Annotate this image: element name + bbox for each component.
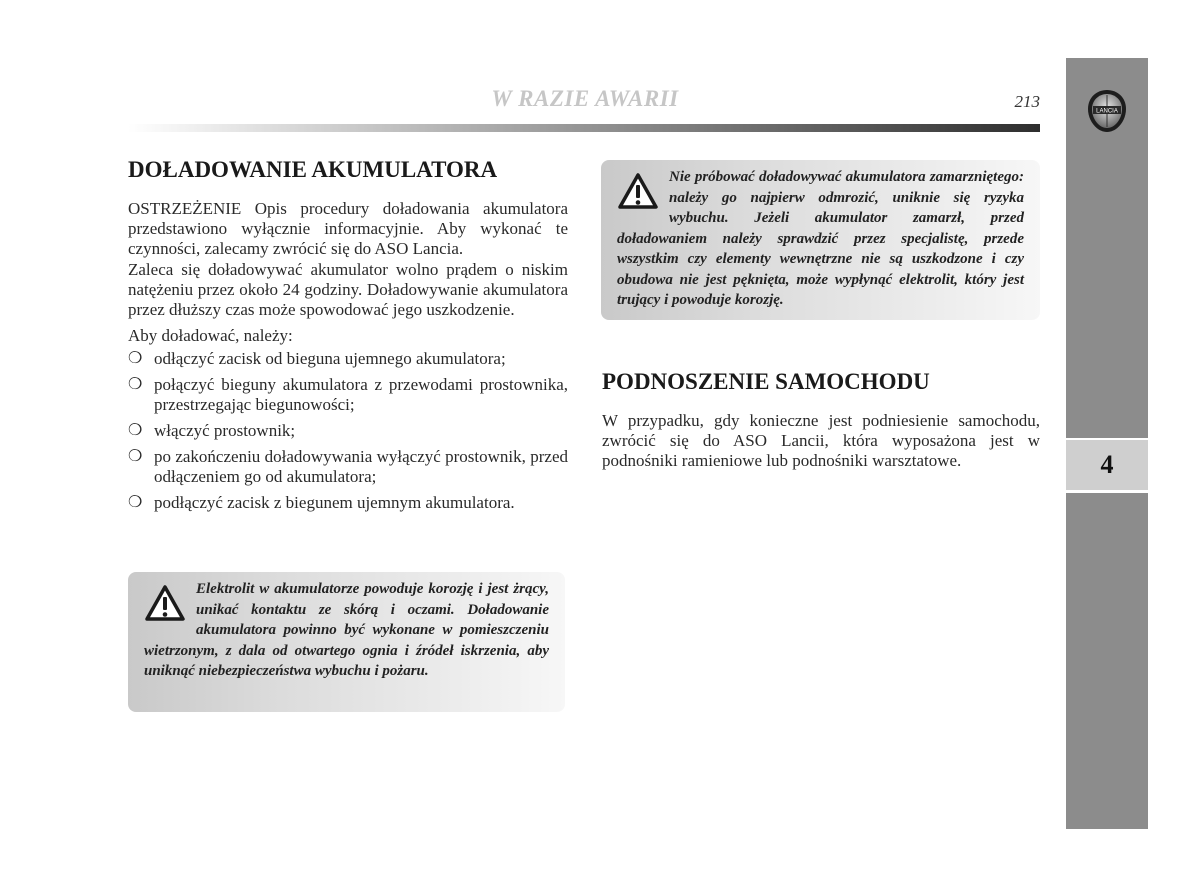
bullet-circle-icon: ❍: [128, 448, 143, 465]
chapter-tab[interactable]: 4: [1066, 440, 1148, 490]
bullet-circle-icon: ❍: [128, 422, 143, 439]
header-rule: [128, 124, 1040, 132]
bullet-circle-icon: ❍: [128, 376, 143, 393]
lancia-shield-icon: [1086, 88, 1128, 134]
steps-intro: Aby doładować, należy:: [128, 326, 293, 345]
warning-box-electrolyte: [128, 572, 565, 712]
bullet-circle-icon: ❍: [128, 350, 143, 367]
icon-spacer: [144, 579, 196, 639]
page-number: 213: [1014, 92, 1040, 111]
list-item: [128, 447, 568, 487]
section-heading-battery: DOŁADOWANIE AKUMULATORA: [128, 157, 498, 182]
warning-text-electrolyte: [144, 579, 549, 682]
lifting-paragraph: W przypadku, gdy konieczne jest podniesienie samochodu, zwrócić się do ASO Lancii, która wyposażona jest w podnośniki ramieniowe lub podnośniki warsztatowe.: [602, 411, 1040, 470]
step-text: odłączyć zacisk od bieguna ujemnego akumulatora;: [154, 349, 506, 368]
list-item: [128, 493, 568, 513]
warning-text-content: Nie próbować doładowywać akumulatora zamarzniętego: należy go najpierw odmrozić, uniknie się ryzyka wybuchu. Jeżeli akumulator zamarzł, przed doładowaniem należy sprawdzić przez specjalistę, przede wszystkim czy elementy wewnętrzne nie są uszkodzone i czy obudowa nie jest pęknięta, może wypłynąć elektrolit, który jest trujący i powoduje korozję.: [617, 169, 1024, 308]
list-item: [128, 349, 568, 369]
step-text: włączyć prostownik;: [154, 421, 296, 440]
bullet-circle-icon: ❍: [128, 494, 143, 511]
list-item: [128, 375, 568, 415]
running-header-title: W RAZIE AWARII: [491, 86, 679, 111]
charging-steps-list: [128, 349, 568, 519]
list-item: [128, 421, 568, 441]
step-text: podłączyć zacisk z biegunem ujemnym akumulatora.: [154, 493, 515, 512]
logo-text: LANCIA: [1096, 108, 1118, 115]
warning-paragraph: OSTRZEŻENIE Opis procedury doładowania akumulatora przedstawiono wyłącznie informacyjnie. Aby wykonać te czynności, zalecamy zwrócić się do ASO Lancia.: [128, 199, 568, 258]
charging-paragraph: Zaleca się doładowywać akumulator wolno prądem o niskim natężeniu przez około 24 godziny. Doładowywanie akumulatora przez dłuższy czas może spowodować jego uszkodzenie.: [128, 260, 568, 319]
icon-spacer: [617, 167, 669, 227]
warning-text-content: Elektrolit w akumulatorze powoduje korozję i jest żrący, unikać kontaktu ze skórą i oczami. Doładowanie akumulatora powinno być wykonane w pomieszczeniu wietrzonym, z dala od otwartego ognia i źródeł iskrzenia, aby uniknąć niebezpieczeństwa wybuchu i pożaru.: [144, 581, 549, 679]
warning-text-frozen-battery: [617, 167, 1024, 311]
step-text: połączyć bieguny akumulatora z przewodami prostownika, przestrzegając biegunowości;: [154, 375, 568, 414]
sidebar-band-bottom: [1066, 493, 1148, 829]
warning-box-frozen-battery: [601, 160, 1040, 320]
step-text: po zakończeniu doładowywania wyłączyć prostownik, przed odłączeniem go od akumulatora;: [154, 447, 568, 486]
section-heading-lifting: PODNOSZENIE SAMOCHODU: [602, 369, 930, 394]
